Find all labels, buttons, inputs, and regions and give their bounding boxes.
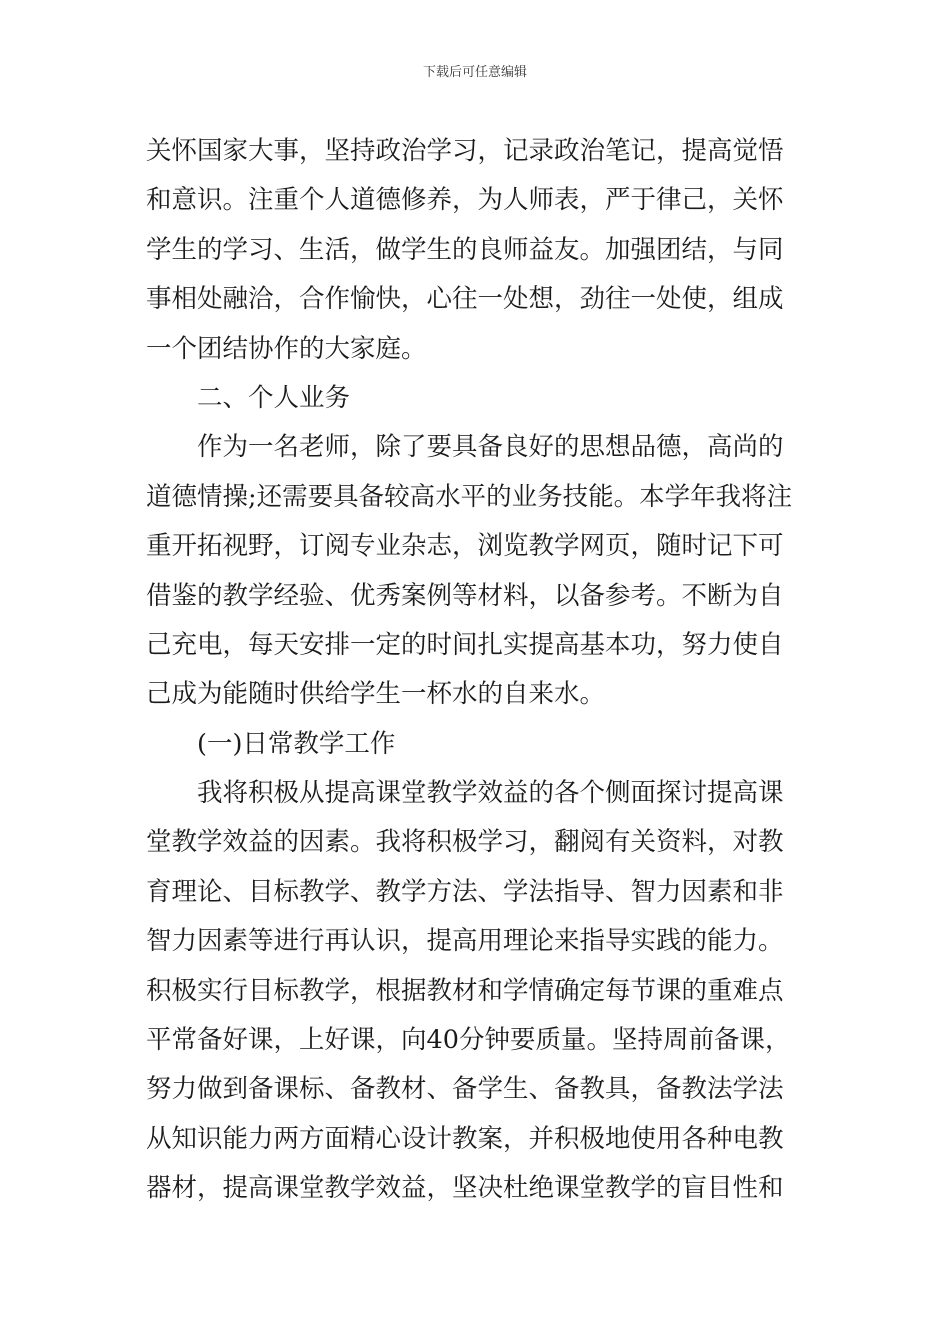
text-line: 重开拓视野，订阅专业杂志，浏览教学网页，随时记下可: [146, 531, 784, 562]
text-line: 平常备好课，上好课，向40分钟要质量。坚持周前备课，: [146, 1025, 791, 1056]
text-line: 关怀国家大事，坚持政治学习，记录政治笔记，提高觉悟: [146, 136, 784, 166]
paragraph-start-line: 作为一名老师，除了要具备良好的思想品德，高尚的: [197, 432, 784, 463]
text-line: 智力因素等进行再认识，提高用理论来指导实践的能力。: [146, 926, 784, 957]
section-heading: 二、个人业务: [197, 382, 351, 413]
text-line: 堂教学效益的因素。我将积极学习，翻阅有关资料，对教: [146, 827, 784, 858]
text-line: 己成为能随时供给学生一杯水的自来水。: [146, 679, 606, 710]
text-line: 育理论、目标教学、教学方法、学法指导、智力因素和非: [146, 876, 784, 907]
text-line: 积极实行目标教学，根据教材和学情确定每节课的重难点: [146, 975, 784, 1006]
document-body: [146, 127, 811, 1214]
text-line: 和意识。注重个人道德修养，为人师表，严于律己，关怀: [146, 185, 784, 216]
text-line: 道德情操;还需要具备较高水平的业务技能。本学年我将注: [146, 481, 793, 512]
text-line: 器材，提高课堂教学效益，坚决杜绝课堂教学的盲目性和: [146, 1173, 784, 1204]
paragraph-start-line: 我将积极从提高课堂教学效益的各个侧面探讨提高课: [197, 778, 784, 809]
page-header: 下载后可任意编辑: [422, 65, 527, 80]
text-line: 事相处融洽，合作愉快，心往一处想，劲往一处使，组成: [146, 284, 784, 315]
text-line: 一个团结协作的大家庭。: [146, 333, 427, 364]
text-line: 借鉴的教学经验、优秀案例等材料，以备参考。不断为自: [146, 580, 784, 611]
text-line: 学生的学习、生活，做学生的良师益友。加强团结，与同: [146, 234, 784, 265]
text-line: 从知识能力两方面精心设计教案，并积极地使用各种电教: [146, 1123, 784, 1154]
subsection-heading: (一)日常教学工作: [197, 728, 396, 759]
text-line: 努力做到备课标、备教材、备学生、备教具，备教法学法: [146, 1074, 784, 1105]
text-line: 己充电，每天安排一定的时间扎实提高基本功，努力使自: [146, 629, 784, 660]
